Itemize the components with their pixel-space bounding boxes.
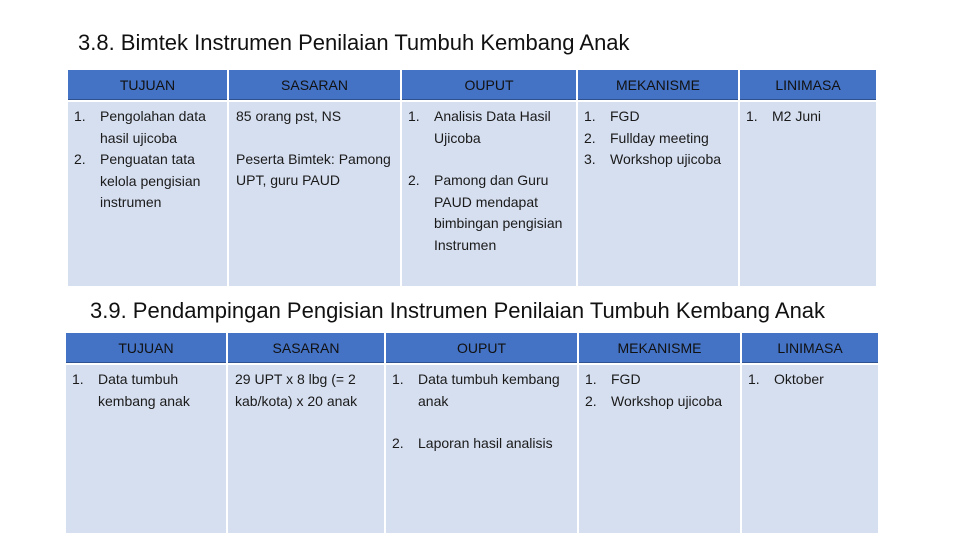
header-ouput: OUPUT	[386, 333, 577, 363]
sasaran-text: 85 orang pst, NS	[236, 108, 342, 124]
list-item: 2. Pamong dan Guru PAUD mendapat bimbingan pengisian Instrumen	[408, 172, 563, 253]
cell-sasaran	[229, 102, 400, 286]
list-item: 1. Analisis Data Hasil Ujicoba	[408, 108, 551, 146]
ouput-text: Pamong dan Guru PAUD mendapat bimbingan pengisian Instrumen	[434, 172, 563, 253]
list-item: 3. Workshop ujicoba	[584, 151, 722, 168]
cell-mekanisme	[579, 365, 740, 533]
list-item: 2. Workshop ujicoba	[585, 392, 723, 409]
linimasa-text: Oktober	[774, 371, 824, 387]
cell-linimasa	[742, 365, 878, 533]
cell-tujuan	[66, 365, 226, 533]
header-mekanisme: MEKANISME	[579, 333, 740, 363]
list-item: 1. Oktober	[748, 371, 824, 387]
cell-mekanisme	[578, 102, 738, 286]
list-item: 2. Laporan hasil analisis	[392, 435, 553, 452]
list-item: 1. FGD	[585, 371, 641, 387]
section-title: 3.9. Pendampingan Pengisian Instrumen Penilaian Tumbuh Kembang Anak	[90, 298, 826, 323]
cell-sasaran	[228, 365, 384, 533]
tujuan-text: Pengolahan data hasil ujicoba	[100, 108, 206, 146]
ouput-text: Laporan hasil analisis	[418, 435, 553, 452]
header-tujuan: TUJUAN	[66, 333, 226, 363]
ouput-text: Analisis Data Hasil Ujicoba	[434, 108, 551, 146]
section-title: 3.8. Bimtek Instrumen Penilaian Tumbuh Kembang Anak	[78, 30, 630, 55]
tujuan-text: Data tumbuh kembang anak	[98, 371, 190, 409]
cell-ouput	[402, 102, 576, 286]
ouput-text: Data tumbuh kembang anak	[418, 371, 560, 409]
header-ouput: OUPUT	[402, 70, 576, 100]
list-item: 1. Pengolahan data hasil ujicoba	[74, 108, 206, 146]
sasaran-text: 29 UPT x 8 lbg (= 2 kab/kota) x 20 anak	[235, 371, 358, 409]
mekanisme-text: FGD	[610, 108, 640, 124]
cell-linimasa	[740, 102, 876, 286]
list-item: 2. Penguatan tata kelola pengisian instrumen	[74, 151, 201, 211]
header-tujuan: TUJUAN	[68, 70, 227, 100]
list-item: 1. FGD	[584, 108, 640, 124]
header-sasaran: SASARAN	[229, 70, 400, 100]
mekanisme-text: FGD	[611, 371, 641, 387]
header-mekanisme: MEKANISME	[578, 70, 738, 100]
cell-ouput	[386, 365, 577, 533]
mekanisme-text: Workshop ujicoba	[610, 151, 722, 168]
pendampingan-table	[66, 333, 876, 533]
header-linimasa: LINIMASA	[742, 333, 878, 363]
mekanisme-text: Workshop ujicoba	[611, 392, 723, 409]
list-item: 1. M2 Juni	[746, 108, 822, 124]
mekanisme-text: Fullday meeting	[610, 129, 709, 146]
bimtek-table	[68, 70, 876, 286]
cell-tujuan	[68, 102, 227, 286]
linimasa-text: M2 Juni	[772, 108, 822, 124]
sasaran-text: Peserta Bimtek: Pamong UPT, guru PAUD	[236, 150, 391, 189]
header-sasaran: SASARAN	[228, 333, 384, 363]
list-item: 1. Data tumbuh kembang anak	[72, 371, 190, 409]
list-item: 2. Fullday meeting	[584, 129, 709, 146]
header-linimasa: LINIMASA	[740, 70, 876, 100]
list-item: 1. Data tumbuh kembang anak	[392, 371, 560, 409]
tujuan-text: Penguatan tata kelola pengisian instrumen	[100, 151, 201, 211]
